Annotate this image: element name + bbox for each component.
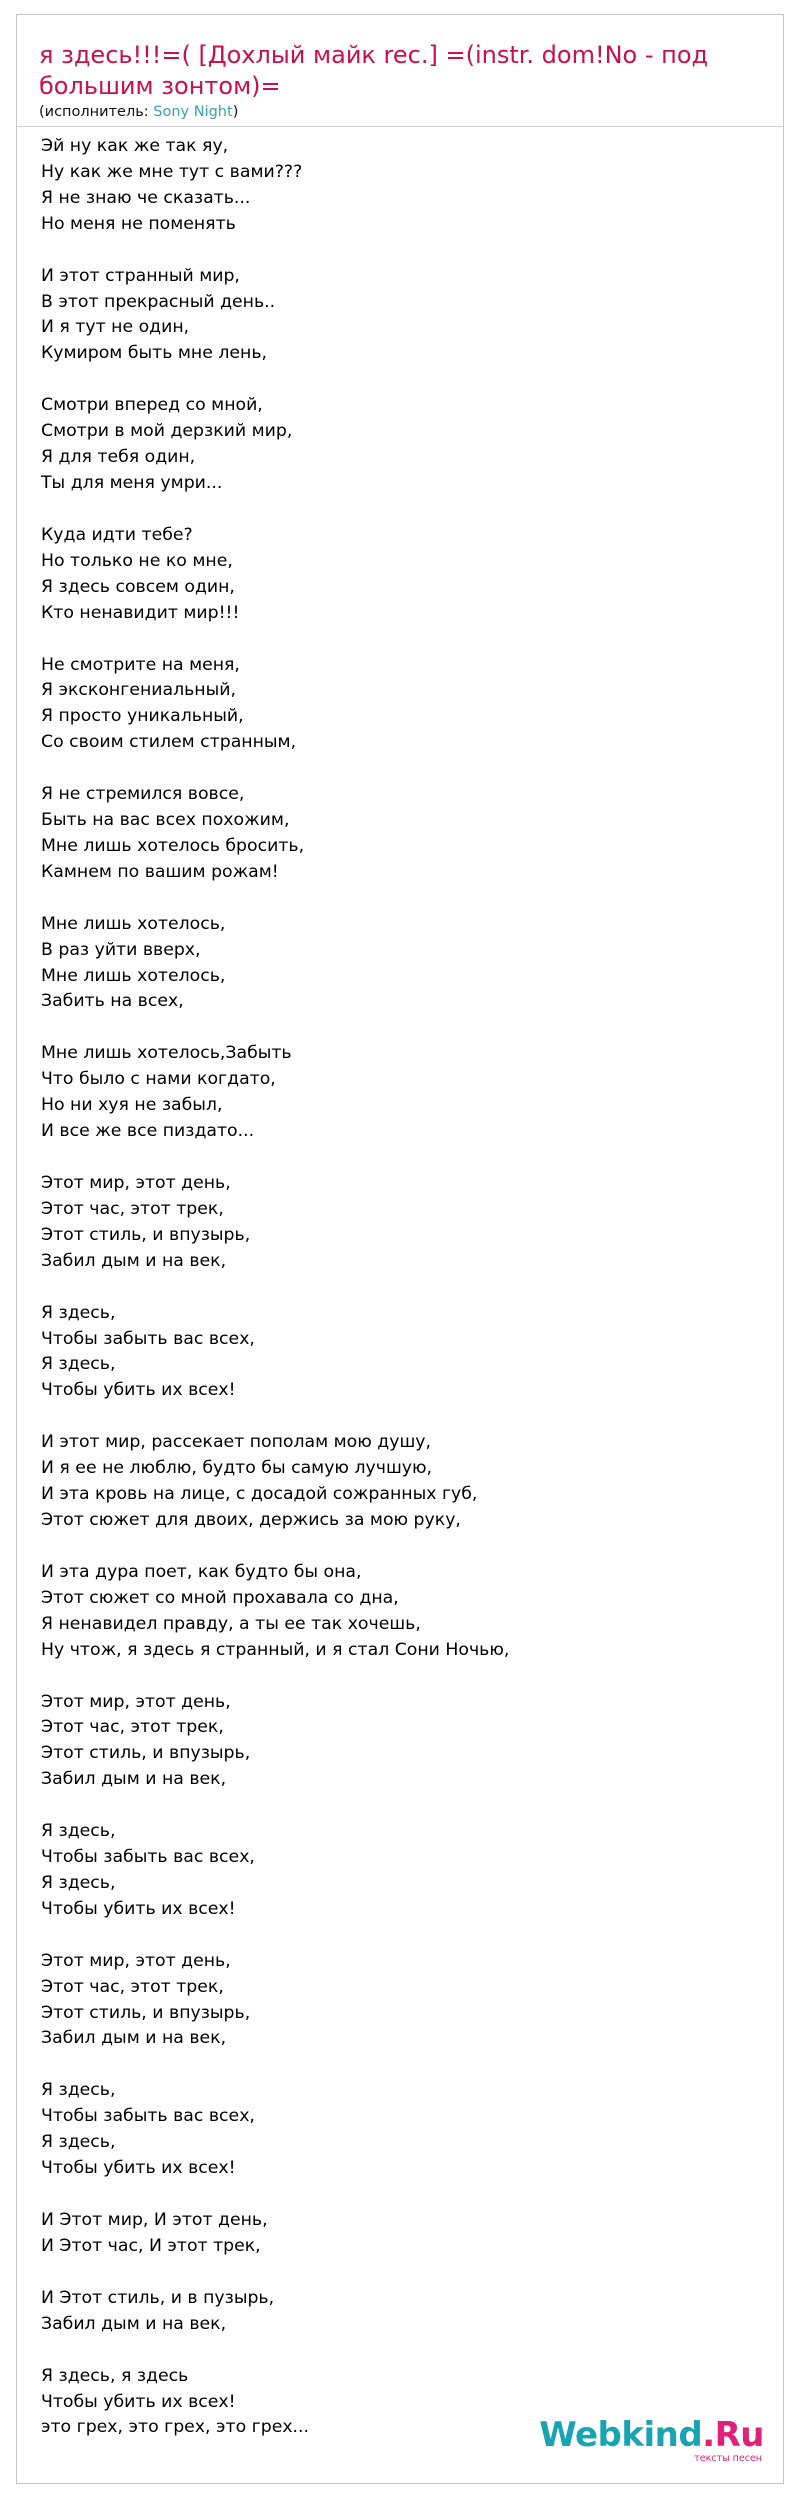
lyrics-body: [17, 127, 783, 2441]
lyric-line: Чтобы убить их всех!: [41, 2391, 236, 2412]
lyric-line: Я для тебя один,: [41, 447, 196, 468]
stanza: [41, 1301, 783, 1405]
lyric-line: Мне лишь хотелось,: [41, 965, 226, 986]
stanza: [41, 1819, 783, 1923]
lyric-line: Этот стиль, и впузырь,: [41, 1224, 251, 1245]
lyric-line: это грех, это грех, это грех...: [41, 2417, 310, 2438]
lyric-line: Забить на всех,: [41, 991, 184, 1012]
lyric-line: И Этот час, И этот трек,: [41, 2235, 261, 2256]
lyric-line: Ты для меня умри...: [41, 472, 223, 493]
lyric-line: И я тут не один,: [41, 317, 190, 338]
logo-tagline: тексты песен: [694, 2453, 762, 2464]
lyric-line: Я здесь,: [41, 1821, 116, 1842]
lyric-line: И эта кровь на лице, с досадой сожранных губ,: [41, 1484, 478, 1505]
lyric-line: Я здесь,: [41, 1872, 116, 1893]
lyric-line: Я здесь,: [41, 2080, 116, 2101]
lyric-line: Чтобы убить их всех!: [41, 2158, 236, 2179]
lyric-line: И я ее не люблю, будто бы самую лучшую,: [41, 1458, 433, 1479]
lyric-line: Со своим стилем странным,: [41, 732, 297, 753]
lyric-line: Этот сюжет для двоих, держись за мою руку,: [41, 1509, 461, 1530]
lyric-line: Я здесь,: [41, 1354, 116, 1375]
lyric-line: Я здесь,: [41, 2132, 116, 2153]
lyric-line: Забил дым и на век,: [41, 1250, 227, 1271]
stanza: [41, 912, 783, 1016]
lyric-line: Я здесь, я здесь: [41, 2365, 189, 2386]
lyric-line: И все же все пиздато...: [41, 1121, 255, 1142]
lyric-line: Мне лишь хотелось,Забыть: [41, 1043, 292, 1064]
logo-tld: .Ru: [702, 2415, 764, 2455]
site-logo[interactable]: [539, 2417, 764, 2464]
lyric-line: И эта дура поет, как будто бы она,: [41, 1561, 362, 1582]
lyric-line: Чтобы убить их всех!: [41, 1380, 236, 1401]
lyric-line: Этот час, этот трек,: [41, 1198, 224, 1219]
lyric-line: Я не стремился вовсе,: [41, 784, 245, 805]
lyric-line: Этот час, этот трек,: [41, 1717, 224, 1738]
lyric-line: И этот странный мир,: [41, 265, 240, 286]
performer-suffix: ): [232, 104, 239, 120]
lyric-line: Ну чтож, я здесь я странный, и я стал Сони Ночью,: [41, 1639, 510, 1660]
lyric-line: Этот час, этот трек,: [41, 1976, 224, 1997]
lyric-line: Что было с нами когдато,: [41, 1069, 276, 1090]
lyric-line: В раз уйти вверх,: [41, 939, 201, 960]
lyric-line: Я здесь совсем один,: [41, 576, 235, 597]
stanza: [41, 264, 783, 368]
lyric-line: Но ни хуя не забыл,: [41, 1095, 223, 1116]
lyric-line: Но только не ко мне,: [41, 550, 233, 571]
lyric-line: Этот мир, этот день,: [41, 1691, 231, 1712]
lyrics-page: [16, 14, 784, 2484]
lyric-line: Мне лишь хотелось бросить,: [41, 835, 305, 856]
lyric-line: Ну как же мне тут с вами???: [41, 161, 303, 182]
stanza: [41, 1171, 783, 1275]
lyric-line: Чтобы забыть вас всех,: [41, 2106, 255, 2127]
lyric-line: Не смотрите на меня,: [41, 654, 240, 675]
stanza: [41, 1430, 783, 1534]
stanza: [41, 2078, 783, 2182]
stanza: [41, 1041, 783, 1145]
logo-brand: Webkind: [539, 2415, 703, 2455]
lyric-line: Я эксконгениальный,: [41, 680, 236, 701]
lyric-line: Я здесь,: [41, 1302, 116, 1323]
stanza: [41, 1560, 783, 1664]
lyric-line: Этот стиль, и впузырь,: [41, 1743, 251, 1764]
page-header: [17, 15, 783, 122]
lyric-line: Кумиром быть мне лень,: [41, 343, 267, 364]
lyric-line: Этот стиль, и впузырь,: [41, 2002, 251, 2023]
lyric-line: Забил дым и на век,: [41, 2313, 227, 2334]
lyric-line: Чтобы забыть вас всех,: [41, 1328, 255, 1349]
lyric-line: Эй ну как же так яу,: [41, 136, 229, 156]
lyric-line: Куда идти тебе?: [41, 524, 193, 545]
lyric-line: Этот мир, этот день,: [41, 1950, 231, 1971]
lyric-line: Кто ненавидит мир!!!: [41, 602, 240, 623]
lyric-line: И этот мир, рассекает пополам мою душу,: [41, 1432, 432, 1453]
lyric-line: Забил дым и на век,: [41, 1769, 227, 1790]
lyric-line: И Этот мир, И этот день,: [41, 2210, 268, 2230]
lyric-line: В этот прекрасный день..: [41, 291, 276, 312]
stanza: [41, 1690, 783, 1794]
lyric-line: Чтобы забыть вас всех,: [41, 1847, 255, 1868]
lyric-line: Смотри в мой дерзкий мир,: [41, 421, 293, 442]
stanza: [41, 782, 783, 886]
lyric-line: Я ненавидел правду, а ты ее так хочешь,: [41, 1613, 421, 1634]
lyric-line: Забил дым и на век,: [41, 2028, 227, 2049]
lyric-line: Мне лишь хотелось,: [41, 913, 226, 934]
lyric-line: Этот мир, этот день,: [41, 1173, 231, 1193]
stanza: [41, 1949, 783, 2053]
lyric-line: Я не знаю че сказать...: [41, 187, 251, 208]
lyric-line: Но меня не поменять: [41, 213, 236, 234]
lyric-line: Быть на вас всех похожим,: [41, 810, 290, 831]
lyric-line: Смотри вперед со мной,: [41, 395, 263, 416]
stanza: [41, 653, 783, 757]
page-title: я здесь!!!=( [Дохлый майк rec.] =(instr. dom!No - под большим зонтом)=: [39, 41, 709, 100]
lyric-line: И Этот стиль, и в пузырь,: [41, 2287, 275, 2308]
logo-wordmark: [539, 2417, 764, 2453]
performer-line: [39, 102, 767, 122]
lyric-line: Я просто уникальный,: [41, 706, 244, 727]
stanza: [41, 523, 783, 627]
lyric-line: Камнем по вашим рожам!: [41, 861, 279, 882]
performer-link[interactable]: Sony Night: [153, 104, 233, 120]
lyric-line: Этот сюжет со мной прохавала со дна,: [41, 1587, 399, 1608]
stanza: [41, 2208, 783, 2260]
stanza: [41, 134, 783, 238]
lyric-line: Чтобы убить их всех!: [41, 1898, 236, 1919]
stanza: [41, 393, 783, 497]
stanza: [41, 2286, 783, 2338]
performer-prefix: (исполнитель:: [39, 104, 154, 120]
